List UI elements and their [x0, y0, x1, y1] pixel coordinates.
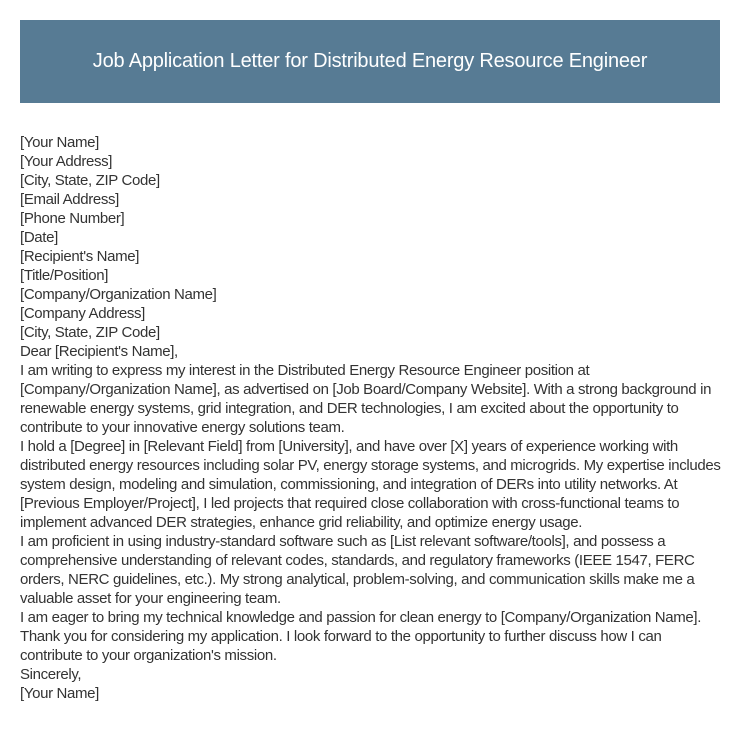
sender-city-state-zip: [City, State, ZIP Code]	[20, 172, 160, 189]
paragraph-skills: I am proficient in using industry-standard software such as [List relevant software/tools], and possess a comprehensive understanding of relevant codes, standards, and regulatory frameworks (IEEE 1547, FERC orders, NERC guidelines, etc.). My strong analytical, problem-solving, and communication skills make me a valuable asset for your engineering team.	[20, 533, 695, 607]
recipient-address: [Company Address]	[20, 305, 145, 322]
sender-phone: [Phone Number]	[20, 210, 125, 227]
paragraph-intro: I am writing to express my interest in the Distributed Energy Resource Engineer position at [Company/Organization Name], as advertised on [Job Board/Company Website]. With a strong background in renewable energy systems, grid integration, and DER technologies, I am excited about the opportunity to contribute to your innovative energy solutions team.	[20, 362, 712, 436]
sender-address: [Your Address]	[20, 153, 113, 170]
recipient-title: [Title/Position]	[20, 267, 109, 284]
sender-name: [Your Name]	[20, 134, 99, 151]
recipient-city-state-zip: [City, State, ZIP Code]	[20, 324, 160, 341]
recipient-company: [Company/Organization Name]	[20, 286, 217, 303]
recipient-name: [Recipient's Name]	[20, 248, 140, 265]
paragraph-experience: I hold a [Degree] in [Relevant Field] from [University], and have over [X] years of experience working with distributed energy resources including solar PV, energy storage systems, and microgrids. My expertise includes system design, modeling and simulation, commissioning, and integration of DERs into utility networks. At [Previous Employer/Project], I led projects that required close collaboration with cross-functional teams to implement advanced DER strategies, enhance grid reliability, and optimize energy usage.	[20, 438, 721, 531]
closing: Sincerely,	[20, 666, 82, 683]
signature: [Your Name]	[20, 685, 99, 702]
letter-date: [Date]	[20, 229, 58, 246]
sender-email: [Email Address]	[20, 191, 119, 208]
page-title: Job Application Letter for Distributed Energy Resource Engineer	[92, 50, 648, 72]
salutation: Dear [Recipient's Name],	[20, 343, 178, 360]
page-header	[20, 20, 720, 103]
paragraph-closing: I am eager to bring my technical knowledge and passion for clean energy to [Company/Organization Name]. Thank you for considering my application. I look forward to the opportunity to further discuss how I can contribute to your organization's mission.	[20, 609, 702, 664]
letter-body	[20, 133, 725, 703]
